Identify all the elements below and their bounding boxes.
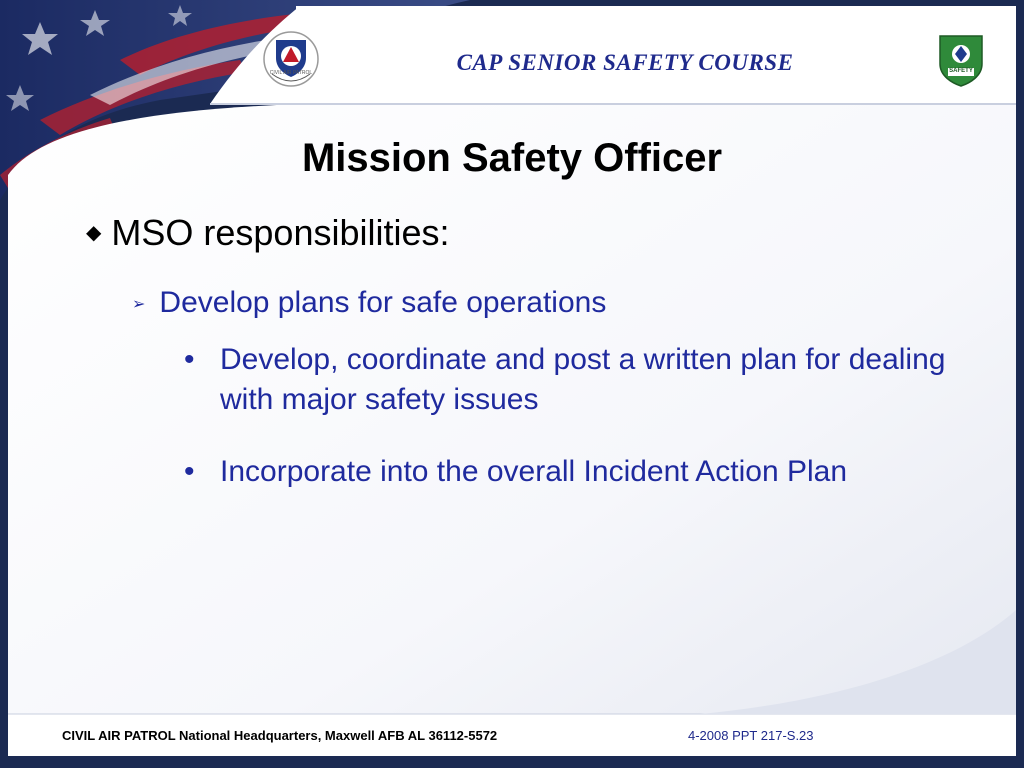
- bullet-level1-text: MSO responsibilities:: [111, 212, 450, 253]
- dot-bullet-icon: •: [184, 343, 195, 376]
- cap-logo-text: CIVIL AIR PATROL: [269, 70, 313, 76]
- slide-title: Mission Safety Officer: [301, 136, 723, 180]
- civil-air-patrol-shield-icon: [262, 30, 320, 88]
- safety-shield-icon: [936, 30, 986, 88]
- course-title: CAP SENIOR SAFETY COURSE: [456, 50, 794, 75]
- bullet-level3-text: Develop, coordinate and post a written plan for dealing with major safety issues: [220, 343, 946, 416]
- footer-slide-id: 4-2008 PPT 217-S.23: [688, 728, 814, 743]
- safety-logo-text: SAFETY: [949, 68, 973, 74]
- bullet-level3-text: Incorporate into the overall Incident Action Plan: [220, 455, 848, 488]
- arrow-bullet-icon: ➢: [132, 296, 146, 313]
- bullet-level1: [86, 212, 450, 254]
- bullet-level2-text: Develop plans for safe operations: [159, 286, 607, 319]
- dot-bullet-icon: •: [184, 455, 195, 488]
- diamond-bullet-icon: ◆: [86, 222, 102, 244]
- bullet-level2: [132, 286, 606, 320]
- footer-organization: CIVIL AIR PATROL National Headquarters, Maxwell AFB AL 36112-5572: [62, 728, 498, 743]
